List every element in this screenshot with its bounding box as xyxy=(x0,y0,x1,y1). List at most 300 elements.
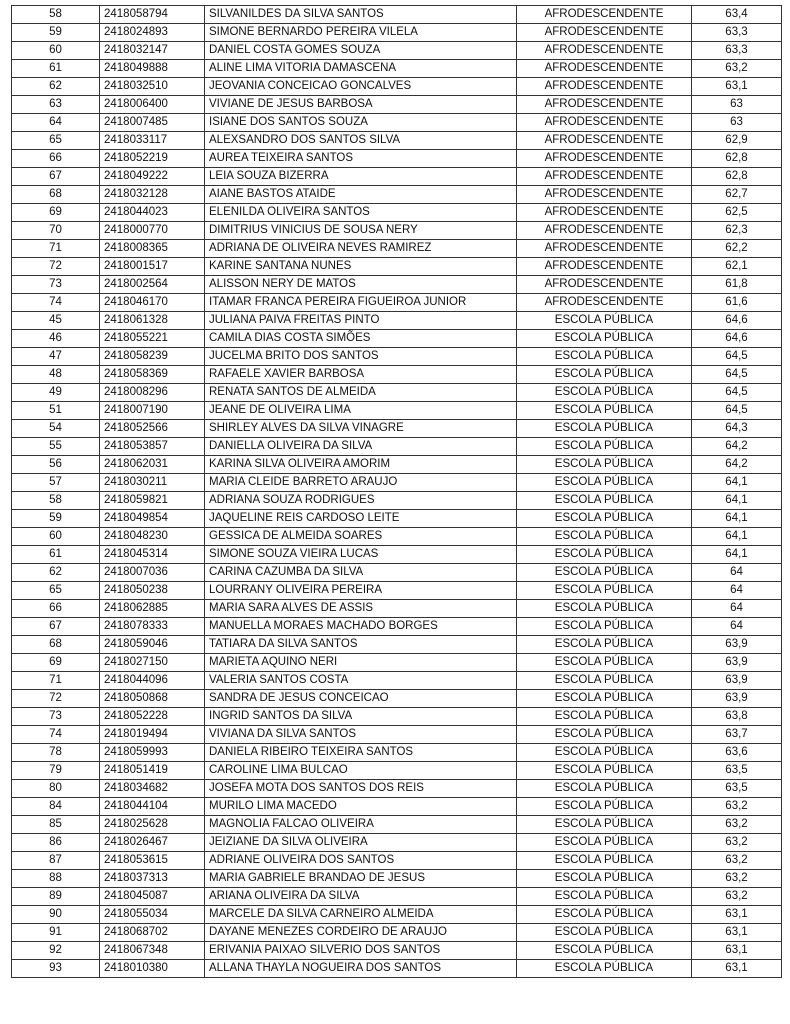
position-cell: 71 xyxy=(12,672,100,690)
registration-number-cell: 2418049854 xyxy=(100,510,205,528)
category-cell: AFRODESCENDENTE xyxy=(517,132,692,150)
candidate-name-cell: TATIARA DA SILVA SANTOS xyxy=(205,636,517,654)
score-cell: 62,1 xyxy=(692,258,782,276)
registration-number-cell: 2418059046 xyxy=(100,636,205,654)
candidate-name-cell: DAYANE MENEZES CORDEIRO DE ARAUJO xyxy=(205,924,517,942)
category-cell: ESCOLA PÚBLICA xyxy=(517,600,692,618)
registration-number-cell: 2418007036 xyxy=(100,564,205,582)
registration-number-cell: 2418053615 xyxy=(100,852,205,870)
candidate-name-cell: ALINE LIMA VITORIA DAMASCENA xyxy=(205,60,517,78)
position-cell: 62 xyxy=(12,564,100,582)
category-cell: AFRODESCENDENTE xyxy=(517,78,692,96)
registration-number-cell: 2418055034 xyxy=(100,906,205,924)
candidate-name-cell: ERIVANIA PAIXAO SILVERIO DOS SANTOS xyxy=(205,942,517,960)
table-row xyxy=(12,168,782,186)
candidate-name-cell: JULIANA PAIVA FREITAS PINTO xyxy=(205,312,517,330)
position-cell: 87 xyxy=(12,852,100,870)
candidate-name-cell: RENATA SANTOS DE ALMEIDA xyxy=(205,384,517,402)
registration-number-cell: 2418058239 xyxy=(100,348,205,366)
table-row xyxy=(12,366,782,384)
candidate-name-cell: ADRIANE OLIVEIRA DOS SANTOS xyxy=(205,852,517,870)
candidate-name-cell: MANUELLA MORAES MACHADO BORGES xyxy=(205,618,517,636)
score-cell: 63,9 xyxy=(692,672,782,690)
table-row xyxy=(12,294,782,312)
position-cell: 48 xyxy=(12,366,100,384)
registration-number-cell: 2418046170 xyxy=(100,294,205,312)
table-row xyxy=(12,528,782,546)
table-row xyxy=(12,6,782,24)
candidate-name-cell: CARINA CAZUMBA DA SILVA xyxy=(205,564,517,582)
score-cell: 64 xyxy=(692,582,782,600)
candidate-name-cell: MARCELE DA SILVA CARNEIRO ALMEIDA xyxy=(205,906,517,924)
position-cell: 59 xyxy=(12,24,100,42)
score-cell: 63,1 xyxy=(692,78,782,96)
category-cell: ESCOLA PÚBLICA xyxy=(517,330,692,348)
table-row xyxy=(12,96,782,114)
registration-number-cell: 2418001517 xyxy=(100,258,205,276)
position-cell: 69 xyxy=(12,204,100,222)
score-cell: 62,8 xyxy=(692,168,782,186)
registration-number-cell: 2418045314 xyxy=(100,546,205,564)
registration-number-cell: 2418050238 xyxy=(100,582,205,600)
position-cell: 73 xyxy=(12,708,100,726)
category-cell: AFRODESCENDENTE xyxy=(517,186,692,204)
candidate-name-cell: JEIZIANE DA SILVA OLIVEIRA xyxy=(205,834,517,852)
score-cell: 62,3 xyxy=(692,222,782,240)
score-cell: 61,8 xyxy=(692,276,782,294)
registration-number-cell: 2418050868 xyxy=(100,690,205,708)
position-cell: 84 xyxy=(12,798,100,816)
score-cell: 63,1 xyxy=(692,942,782,960)
position-cell: 93 xyxy=(12,960,100,978)
registration-number-cell: 2418059821 xyxy=(100,492,205,510)
position-cell: 74 xyxy=(12,294,100,312)
table-row xyxy=(12,114,782,132)
table-row xyxy=(12,420,782,438)
registration-number-cell: 2418062031 xyxy=(100,456,205,474)
registration-number-cell: 2418024893 xyxy=(100,24,205,42)
score-cell: 63 xyxy=(692,114,782,132)
position-cell: 46 xyxy=(12,330,100,348)
score-cell: 64,1 xyxy=(692,546,782,564)
score-cell: 64,1 xyxy=(692,474,782,492)
candidate-name-cell: MARIA GABRIELE BRANDAO DE JESUS xyxy=(205,870,517,888)
candidate-name-cell: SIMONE BERNARDO PEREIRA VILELA xyxy=(205,24,517,42)
registration-number-cell: 2418059993 xyxy=(100,744,205,762)
table-row xyxy=(12,708,782,726)
registration-number-cell: 2418049222 xyxy=(100,168,205,186)
candidate-name-cell: AIANE BASTOS ATAIDE xyxy=(205,186,517,204)
table-row xyxy=(12,906,782,924)
table-row xyxy=(12,618,782,636)
table-row xyxy=(12,870,782,888)
table-row xyxy=(12,78,782,96)
score-cell: 63 xyxy=(692,96,782,114)
position-cell: 62 xyxy=(12,78,100,96)
category-cell: ESCOLA PÚBLICA xyxy=(517,798,692,816)
position-cell: 64 xyxy=(12,114,100,132)
position-cell: 60 xyxy=(12,42,100,60)
score-cell: 64,3 xyxy=(692,420,782,438)
score-cell: 63,2 xyxy=(692,798,782,816)
category-cell: AFRODESCENDENTE xyxy=(517,114,692,132)
candidate-name-cell: CAROLINE LIMA BULCAO xyxy=(205,762,517,780)
candidate-name-cell: DANIELA RIBEIRO TEIXEIRA SANTOS xyxy=(205,744,517,762)
registration-number-cell: 2418000770 xyxy=(100,222,205,240)
category-cell: AFRODESCENDENTE xyxy=(517,240,692,258)
score-cell: 64,6 xyxy=(692,312,782,330)
score-cell: 64 xyxy=(692,564,782,582)
position-cell: 56 xyxy=(12,456,100,474)
score-cell: 62,9 xyxy=(692,132,782,150)
position-cell: 71 xyxy=(12,240,100,258)
score-cell: 64 xyxy=(692,618,782,636)
score-cell: 64,2 xyxy=(692,438,782,456)
category-cell: AFRODESCENDENTE xyxy=(517,24,692,42)
table-row xyxy=(12,276,782,294)
registration-number-cell: 2418002564 xyxy=(100,276,205,294)
category-cell: ESCOLA PÚBLICA xyxy=(517,942,692,960)
registration-number-cell: 2418030211 xyxy=(100,474,205,492)
category-cell: ESCOLA PÚBLICA xyxy=(517,762,692,780)
table-row xyxy=(12,474,782,492)
registration-number-cell: 2418051419 xyxy=(100,762,205,780)
candidate-name-cell: JOSEFA MOTA DOS SANTOS DOS REIS xyxy=(205,780,517,798)
registration-number-cell: 2418010380 xyxy=(100,960,205,978)
candidate-name-cell: INGRID SANTOS DA SILVA xyxy=(205,708,517,726)
score-cell: 64,5 xyxy=(692,402,782,420)
candidate-name-cell: ISIANE DOS SANTOS SOUZA xyxy=(205,114,517,132)
table-row xyxy=(12,222,782,240)
position-cell: 72 xyxy=(12,690,100,708)
category-cell: ESCOLA PÚBLICA xyxy=(517,564,692,582)
table-row xyxy=(12,312,782,330)
position-cell: 57 xyxy=(12,474,100,492)
registration-number-cell: 2418007485 xyxy=(100,114,205,132)
table-row xyxy=(12,942,782,960)
position-cell: 85 xyxy=(12,816,100,834)
category-cell: ESCOLA PÚBLICA xyxy=(517,780,692,798)
registration-number-cell: 2418034682 xyxy=(100,780,205,798)
score-cell: 64,6 xyxy=(692,330,782,348)
table-row xyxy=(12,636,782,654)
table-row xyxy=(12,744,782,762)
table-row xyxy=(12,402,782,420)
score-cell: 62,2 xyxy=(692,240,782,258)
position-cell: 68 xyxy=(12,186,100,204)
category-cell: AFRODESCENDENTE xyxy=(517,276,692,294)
category-cell: AFRODESCENDENTE xyxy=(517,42,692,60)
category-cell: ESCOLA PÚBLICA xyxy=(517,960,692,978)
candidate-name-cell: GESSICA DE ALMEIDA SOARES xyxy=(205,528,517,546)
score-cell: 61,6 xyxy=(692,294,782,312)
position-cell: 51 xyxy=(12,402,100,420)
candidate-name-cell: ADRIANA DE OLIVEIRA NEVES RAMIREZ xyxy=(205,240,517,258)
table-row xyxy=(12,546,782,564)
registration-number-cell: 2418058794 xyxy=(100,6,205,24)
position-cell: 88 xyxy=(12,870,100,888)
category-cell: ESCOLA PÚBLICA xyxy=(517,744,692,762)
table-row xyxy=(12,348,782,366)
table-row xyxy=(12,492,782,510)
position-cell: 49 xyxy=(12,384,100,402)
registration-number-cell: 2418052566 xyxy=(100,420,205,438)
score-cell: 63,2 xyxy=(692,852,782,870)
table-row xyxy=(12,582,782,600)
table-row xyxy=(12,600,782,618)
category-cell: ESCOLA PÚBLICA xyxy=(517,708,692,726)
table-row xyxy=(12,960,782,978)
score-cell: 64,5 xyxy=(692,348,782,366)
candidate-name-cell: MAGNOLIA FALCAO OLIVEIRA xyxy=(205,816,517,834)
category-cell: ESCOLA PÚBLICA xyxy=(517,834,692,852)
table-row xyxy=(12,330,782,348)
category-cell: ESCOLA PÚBLICA xyxy=(517,906,692,924)
position-cell: 68 xyxy=(12,636,100,654)
category-cell: ESCOLA PÚBLICA xyxy=(517,618,692,636)
position-cell: 60 xyxy=(12,528,100,546)
position-cell: 78 xyxy=(12,744,100,762)
table-row xyxy=(12,240,782,258)
position-cell: 91 xyxy=(12,924,100,942)
candidate-name-cell: SANDRA DE JESUS CONCEICAO xyxy=(205,690,517,708)
category-cell: ESCOLA PÚBLICA xyxy=(517,852,692,870)
position-cell: 54 xyxy=(12,420,100,438)
category-cell: ESCOLA PÚBLICA xyxy=(517,672,692,690)
candidate-name-cell: ARIANA OLIVEIRA DA SILVA xyxy=(205,888,517,906)
candidate-name-cell: AUREA TEIXEIRA SANTOS xyxy=(205,150,517,168)
score-cell: 64,1 xyxy=(692,492,782,510)
category-cell: AFRODESCENDENTE xyxy=(517,150,692,168)
score-cell: 63,6 xyxy=(692,744,782,762)
score-cell: 63,1 xyxy=(692,924,782,942)
table-row xyxy=(12,654,782,672)
position-cell: 66 xyxy=(12,150,100,168)
position-cell: 45 xyxy=(12,312,100,330)
category-cell: ESCOLA PÚBLICA xyxy=(517,366,692,384)
category-cell: ESCOLA PÚBLICA xyxy=(517,546,692,564)
category-cell: ESCOLA PÚBLICA xyxy=(517,474,692,492)
category-cell: AFRODESCENDENTE xyxy=(517,294,692,312)
table-row xyxy=(12,150,782,168)
table-row xyxy=(12,762,782,780)
category-cell: AFRODESCENDENTE xyxy=(517,168,692,186)
position-cell: 61 xyxy=(12,546,100,564)
position-cell: 59 xyxy=(12,510,100,528)
candidate-name-cell: ITAMAR FRANCA PEREIRA FIGUEIROA JUNIOR xyxy=(205,294,517,312)
registration-number-cell: 2418033117 xyxy=(100,132,205,150)
category-cell: ESCOLA PÚBLICA xyxy=(517,870,692,888)
registration-number-cell: 2418027150 xyxy=(100,654,205,672)
category-cell: AFRODESCENDENTE xyxy=(517,96,692,114)
table-row xyxy=(12,924,782,942)
category-cell: ESCOLA PÚBLICA xyxy=(517,456,692,474)
category-cell: ESCOLA PÚBLICA xyxy=(517,888,692,906)
candidate-name-cell: SHIRLEY ALVES DA SILVA VINAGRE xyxy=(205,420,517,438)
position-cell: 47 xyxy=(12,348,100,366)
category-cell: ESCOLA PÚBLICA xyxy=(517,690,692,708)
position-cell: 67 xyxy=(12,168,100,186)
registration-number-cell: 2418008296 xyxy=(100,384,205,402)
candidate-name-cell: VIVIANA DA SILVA SANTOS xyxy=(205,726,517,744)
candidate-name-cell: ALISSON NERY DE MATOS xyxy=(205,276,517,294)
score-cell: 63,7 xyxy=(692,726,782,744)
candidate-name-cell: MARIA CLEIDE BARRETO ARAUJO xyxy=(205,474,517,492)
category-cell: ESCOLA PÚBLICA xyxy=(517,726,692,744)
position-cell: 67 xyxy=(12,618,100,636)
position-cell: 55 xyxy=(12,438,100,456)
table-row xyxy=(12,816,782,834)
category-cell: ESCOLA PÚBLICA xyxy=(517,492,692,510)
score-cell: 63,1 xyxy=(692,960,782,978)
score-cell: 64,1 xyxy=(692,528,782,546)
registration-number-cell: 2418025628 xyxy=(100,816,205,834)
category-cell: ESCOLA PÚBLICA xyxy=(517,816,692,834)
score-cell: 63,2 xyxy=(692,60,782,78)
table-row xyxy=(12,186,782,204)
table-row xyxy=(12,42,782,60)
candidate-name-cell: JEOVANIA CONCEICAO GONCALVES xyxy=(205,78,517,96)
score-cell: 63,5 xyxy=(692,780,782,798)
candidate-name-cell: MARIA SARA ALVES DE ASSIS xyxy=(205,600,517,618)
score-cell: 62,7 xyxy=(692,186,782,204)
position-cell: 92 xyxy=(12,942,100,960)
candidate-name-cell: DANIELLA OLIVEIRA DA SILVA xyxy=(205,438,517,456)
registration-number-cell: 2418058369 xyxy=(100,366,205,384)
candidate-name-cell: RAFAELE XAVIER BARBOSA xyxy=(205,366,517,384)
candidate-name-cell: ADRIANA SOUZA RODRIGUES xyxy=(205,492,517,510)
candidate-name-cell: LEIA SOUZA BIZERRA xyxy=(205,168,517,186)
registration-number-cell: 2418044096 xyxy=(100,672,205,690)
table-row xyxy=(12,852,782,870)
position-cell: 79 xyxy=(12,762,100,780)
candidate-name-cell: VIVIANE DE JESUS BARBOSA xyxy=(205,96,517,114)
category-cell: AFRODESCENDENTE xyxy=(517,204,692,222)
registration-number-cell: 2418049888 xyxy=(100,60,205,78)
score-cell: 63,2 xyxy=(692,888,782,906)
position-cell: 89 xyxy=(12,888,100,906)
category-cell: ESCOLA PÚBLICA xyxy=(517,510,692,528)
score-cell: 63,3 xyxy=(692,42,782,60)
position-cell: 90 xyxy=(12,906,100,924)
table-row xyxy=(12,798,782,816)
candidate-name-cell: JEANE DE OLIVEIRA LIMA xyxy=(205,402,517,420)
category-cell: ESCOLA PÚBLICA xyxy=(517,654,692,672)
position-cell: 72 xyxy=(12,258,100,276)
candidate-name-cell: MURILO LIMA MACEDO xyxy=(205,798,517,816)
registration-number-cell: 2418048230 xyxy=(100,528,205,546)
table-row xyxy=(12,60,782,78)
position-cell: 86 xyxy=(12,834,100,852)
registration-number-cell: 2418062885 xyxy=(100,600,205,618)
category-cell: ESCOLA PÚBLICA xyxy=(517,384,692,402)
score-cell: 63,1 xyxy=(692,906,782,924)
position-cell: 80 xyxy=(12,780,100,798)
table-row xyxy=(12,132,782,150)
registration-number-cell: 2418008365 xyxy=(100,240,205,258)
position-cell: 58 xyxy=(12,492,100,510)
score-cell: 63,5 xyxy=(692,762,782,780)
category-cell: AFRODESCENDENTE xyxy=(517,222,692,240)
registration-number-cell: 2418078333 xyxy=(100,618,205,636)
score-cell: 62,8 xyxy=(692,150,782,168)
table-row xyxy=(12,456,782,474)
candidate-name-cell: VALERIA SANTOS COSTA xyxy=(205,672,517,690)
registration-number-cell: 2418032128 xyxy=(100,186,205,204)
score-cell: 64,1 xyxy=(692,510,782,528)
category-cell: ESCOLA PÚBLICA xyxy=(517,636,692,654)
candidate-name-cell: MARIETA AQUINO NERI xyxy=(205,654,517,672)
table-row xyxy=(12,564,782,582)
registration-number-cell: 2418068702 xyxy=(100,924,205,942)
category-cell: ESCOLA PÚBLICA xyxy=(517,420,692,438)
position-cell: 73 xyxy=(12,276,100,294)
registration-number-cell: 2418019494 xyxy=(100,726,205,744)
table-row xyxy=(12,672,782,690)
candidate-name-cell: DIMITRIUS VINICIUS DE SOUSA NERY xyxy=(205,222,517,240)
table-row xyxy=(12,510,782,528)
table-row xyxy=(12,690,782,708)
score-cell: 62,5 xyxy=(692,204,782,222)
table-row xyxy=(12,24,782,42)
position-cell: 63 xyxy=(12,96,100,114)
registration-number-cell: 2418052219 xyxy=(100,150,205,168)
registration-number-cell: 2418053857 xyxy=(100,438,205,456)
registration-number-cell: 2418045087 xyxy=(100,888,205,906)
registration-number-cell: 2418032147 xyxy=(100,42,205,60)
registration-number-cell: 2418044104 xyxy=(100,798,205,816)
score-cell: 64 xyxy=(692,600,782,618)
candidate-name-cell: ELENILDA OLIVEIRA SANTOS xyxy=(205,204,517,222)
position-cell: 66 xyxy=(12,600,100,618)
score-cell: 63,2 xyxy=(692,870,782,888)
category-cell: AFRODESCENDENTE xyxy=(517,60,692,78)
category-cell: ESCOLA PÚBLICA xyxy=(517,348,692,366)
table-row xyxy=(12,834,782,852)
category-cell: ESCOLA PÚBLICA xyxy=(517,402,692,420)
score-cell: 63,2 xyxy=(692,816,782,834)
position-cell: 70 xyxy=(12,222,100,240)
candidate-name-cell: KARINE SANTANA NUNES xyxy=(205,258,517,276)
category-cell: ESCOLA PÚBLICA xyxy=(517,312,692,330)
candidate-name-cell: CAMILA DIAS COSTA SIMÕES xyxy=(205,330,517,348)
category-cell: AFRODESCENDENTE xyxy=(517,258,692,276)
score-cell: 64,2 xyxy=(692,456,782,474)
category-cell: ESCOLA PÚBLICA xyxy=(517,438,692,456)
candidate-name-cell: JAQUELINE REIS CARDOSO LEITE xyxy=(205,510,517,528)
score-cell: 64,5 xyxy=(692,366,782,384)
position-cell: 58 xyxy=(12,6,100,24)
score-cell: 64,5 xyxy=(692,384,782,402)
candidate-name-cell: ALEXSANDRO DOS SANTOS SILVA xyxy=(205,132,517,150)
candidate-name-cell: KARINA SILVA OLIVEIRA AMORIM xyxy=(205,456,517,474)
category-cell: ESCOLA PÚBLICA xyxy=(517,528,692,546)
position-cell: 61 xyxy=(12,60,100,78)
table-row xyxy=(12,888,782,906)
position-cell: 65 xyxy=(12,582,100,600)
table-row xyxy=(12,726,782,744)
candidate-name-cell: LOURRANY OLIVEIRA PEREIRA xyxy=(205,582,517,600)
table-row xyxy=(12,438,782,456)
candidate-name-cell: SIMONE SOUZA VIEIRA LUCAS xyxy=(205,546,517,564)
results-table-body xyxy=(12,6,782,978)
score-cell: 63,4 xyxy=(692,6,782,24)
registration-number-cell: 2418055221 xyxy=(100,330,205,348)
results-table xyxy=(11,5,782,978)
candidate-name-cell: ALLANA THAYLA NOGUEIRA DOS SANTOS xyxy=(205,960,517,978)
score-cell: 63,2 xyxy=(692,834,782,852)
score-cell: 63,3 xyxy=(692,24,782,42)
